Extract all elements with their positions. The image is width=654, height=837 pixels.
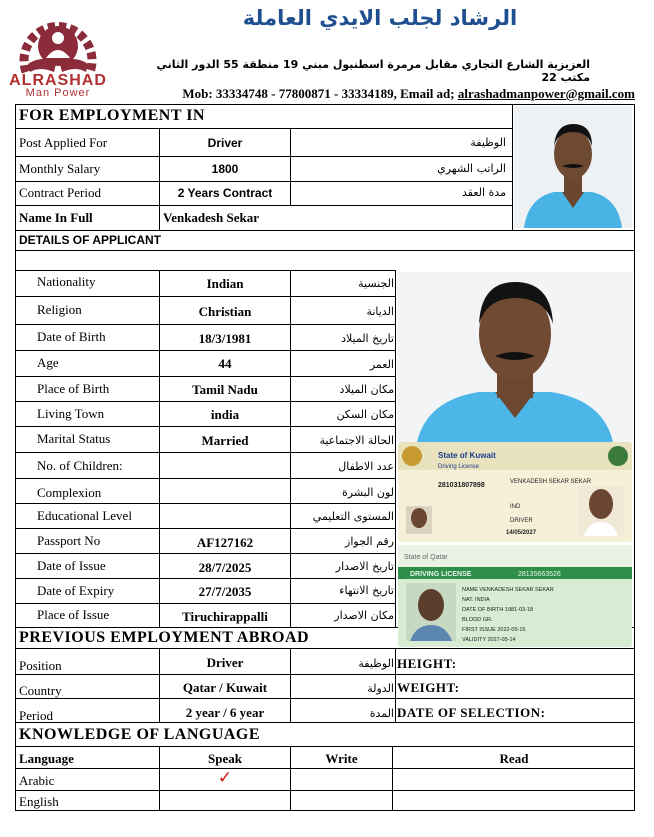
kuwait-license-title: State of Kuwait xyxy=(438,451,496,460)
dob-label-ar: تاريخ الميلاد xyxy=(341,332,394,345)
title-arabic: الرشاد لجلب الايدي العاملة xyxy=(242,6,518,30)
qatar-license-nat: NAT. INDIA xyxy=(462,597,490,603)
salary-value: 1800 xyxy=(211,162,239,176)
section-employment-title: FOR EMPLOYMENT IN xyxy=(19,107,205,124)
age-label-ar: العمر xyxy=(369,358,394,371)
post-label-ar: الوظيفة xyxy=(470,136,506,149)
contract-value: 2 Years Contract xyxy=(177,186,273,200)
dob-value: 18/3/1981 xyxy=(198,331,252,346)
kuwait-license-subtitle: Driving License xyxy=(438,464,480,470)
kuwait-license-profession: DRIVER xyxy=(510,518,533,524)
contract-label: Contract Period xyxy=(19,185,101,200)
age-value: 44 xyxy=(218,356,232,371)
height-label: HEIGHT: xyxy=(397,656,457,671)
salary-label-ar: الراتب الشهري xyxy=(437,162,506,175)
kuwait-license-expiry: 14/05/2027 xyxy=(506,530,537,536)
passport-label: Passport No xyxy=(37,533,101,548)
expiry-label-ar: تاريخ الانتهاء xyxy=(339,584,394,597)
living-town-value: india xyxy=(210,407,240,422)
qatar-driving-license xyxy=(398,545,632,647)
name-label: Name In Full xyxy=(19,210,93,225)
applicant-photo-small xyxy=(514,106,632,228)
issue-place-value: Tiruchirappalli xyxy=(182,609,268,624)
complexion-label-ar: لون البشرة xyxy=(342,486,394,499)
birthplace-label: Place of Birth xyxy=(37,381,110,396)
language-header: Language xyxy=(19,751,74,766)
prev-country-label: Country xyxy=(19,683,62,698)
education-label: Educational Level xyxy=(37,508,132,523)
nationality-label: Nationality xyxy=(37,274,96,289)
email-link[interactable]: alrashadmanpower@gmail.com xyxy=(457,86,635,101)
religion-value: Christian xyxy=(198,304,252,319)
marital-label-ar: الحالة الاجتماعية xyxy=(319,434,394,447)
language-arabic: Arabic xyxy=(19,773,55,788)
qatar-license-dob: DATE OF BIRTH 1981-03-18 xyxy=(462,607,534,613)
arabic-speak-check: ✓ xyxy=(217,768,233,788)
qatar-license-blood: BLOOD GR. xyxy=(462,617,493,623)
kuwait-license-name: VENKADESH SEKAR SEKAR xyxy=(510,479,592,485)
write-header: Write xyxy=(325,751,358,766)
kuwait-driving-license xyxy=(398,442,632,542)
speak-header: Speak xyxy=(208,751,242,766)
read-header: Read xyxy=(499,751,529,766)
issue-date-label: Date of Issue xyxy=(37,558,106,573)
issue-date-label-ar: تاريخ الاصدار xyxy=(335,560,394,573)
qatar-license-banner: DRIVING LICENSE xyxy=(410,571,472,578)
birthplace-value: Tamil Nadu xyxy=(192,382,258,397)
company-subtitle: Man Power xyxy=(25,87,91,99)
living-town-label: Living Town xyxy=(37,406,105,421)
qatar-license-name: NAME VENKADESH SEKAR SEKAR xyxy=(462,587,554,593)
contract-label-ar: مدة العقد xyxy=(462,186,506,199)
birthplace-label-ar: مكان الميلاد xyxy=(339,383,394,396)
nationality-label-ar: الجنسية xyxy=(358,277,394,290)
address-arabic: العزيزية الشارع التجاري مقابل مرمرة اسطنبول مبني 19 منطقة 55 الدور الثاني مكتب 22 xyxy=(156,58,590,84)
issue-place-label-ar: مكان الاصدار xyxy=(334,609,394,622)
age-label: Age xyxy=(37,355,59,370)
qatar-license-first-issue: FIRST ISSUE 2022-05-15 xyxy=(462,627,526,633)
company-name: ALRASHAD xyxy=(9,72,107,89)
section-previous-title: PREVIOUS EMPLOYMENT ABROAD xyxy=(19,629,310,646)
children-label-ar: عدد الاطفال xyxy=(338,460,394,473)
contact-line xyxy=(110,86,635,102)
dob-label: Date of Birth xyxy=(37,329,106,344)
salary-label: Monthly Salary xyxy=(19,161,101,176)
section-applicant-title: DETAILS OF APPLICANT xyxy=(19,233,161,247)
applicant-photo-large xyxy=(397,272,633,442)
selection-date-label: DATE OF SELECTION: xyxy=(397,705,546,720)
religion-label-ar: الديانة xyxy=(366,305,394,318)
prev-period-value: 2 year / 6 year xyxy=(185,705,265,720)
post-value: Driver xyxy=(207,136,243,150)
qatar-license-title: State of Qatar xyxy=(404,554,448,561)
religion-label: Religion xyxy=(37,302,82,317)
complexion-label: Complexion xyxy=(37,485,102,500)
education-label-ar: المستوى التعليمي xyxy=(312,510,394,523)
prev-country-value: Qatar / Kuwait xyxy=(182,680,268,695)
prev-position-value: Driver xyxy=(206,655,244,670)
name-value: Venkadesh Sekar xyxy=(163,210,259,225)
prev-country-label-ar: الدولة xyxy=(367,682,394,695)
marital-label: Marital Status xyxy=(37,431,111,446)
kuwait-license-number: 281031807898 xyxy=(438,482,485,489)
passport-label-ar: رقم الجواز xyxy=(345,535,394,548)
expiry-value: 27/7/2035 xyxy=(198,584,252,599)
prev-period-label: Period xyxy=(19,708,53,723)
prev-period-label-ar: المدة xyxy=(369,707,394,720)
prev-position-label-ar: الوظيفة xyxy=(358,657,394,670)
passport-value: AF127162 xyxy=(196,535,254,550)
language-english: English xyxy=(19,794,59,809)
marital-value: Married xyxy=(201,433,249,448)
issue-date-value: 28/7/2025 xyxy=(198,560,252,575)
nationality-value: Indian xyxy=(206,276,244,291)
children-label: No. of Children: xyxy=(37,458,123,473)
expiry-label: Date of Expiry xyxy=(37,583,115,598)
prev-position-label: Position xyxy=(19,658,62,673)
post-label: Post Applied For xyxy=(19,135,108,150)
living-town-label-ar: مكان السكن xyxy=(336,408,394,421)
kuwait-license-nationality: IND xyxy=(510,504,521,510)
issue-place-label: Place of Issue xyxy=(37,607,110,622)
weight-label: WEIGHT: xyxy=(397,680,460,695)
qatar-license-validity: VALIDITY 2027-05-14 xyxy=(462,637,516,643)
section-language-title: KNOWLEDGE OF LANGUAGE xyxy=(19,726,261,743)
qatar-license-number: 28135663526 xyxy=(518,571,561,578)
contact-phones: Mob: 33334748 - 77800871 - 33334189, Email ad; xyxy=(182,86,458,101)
